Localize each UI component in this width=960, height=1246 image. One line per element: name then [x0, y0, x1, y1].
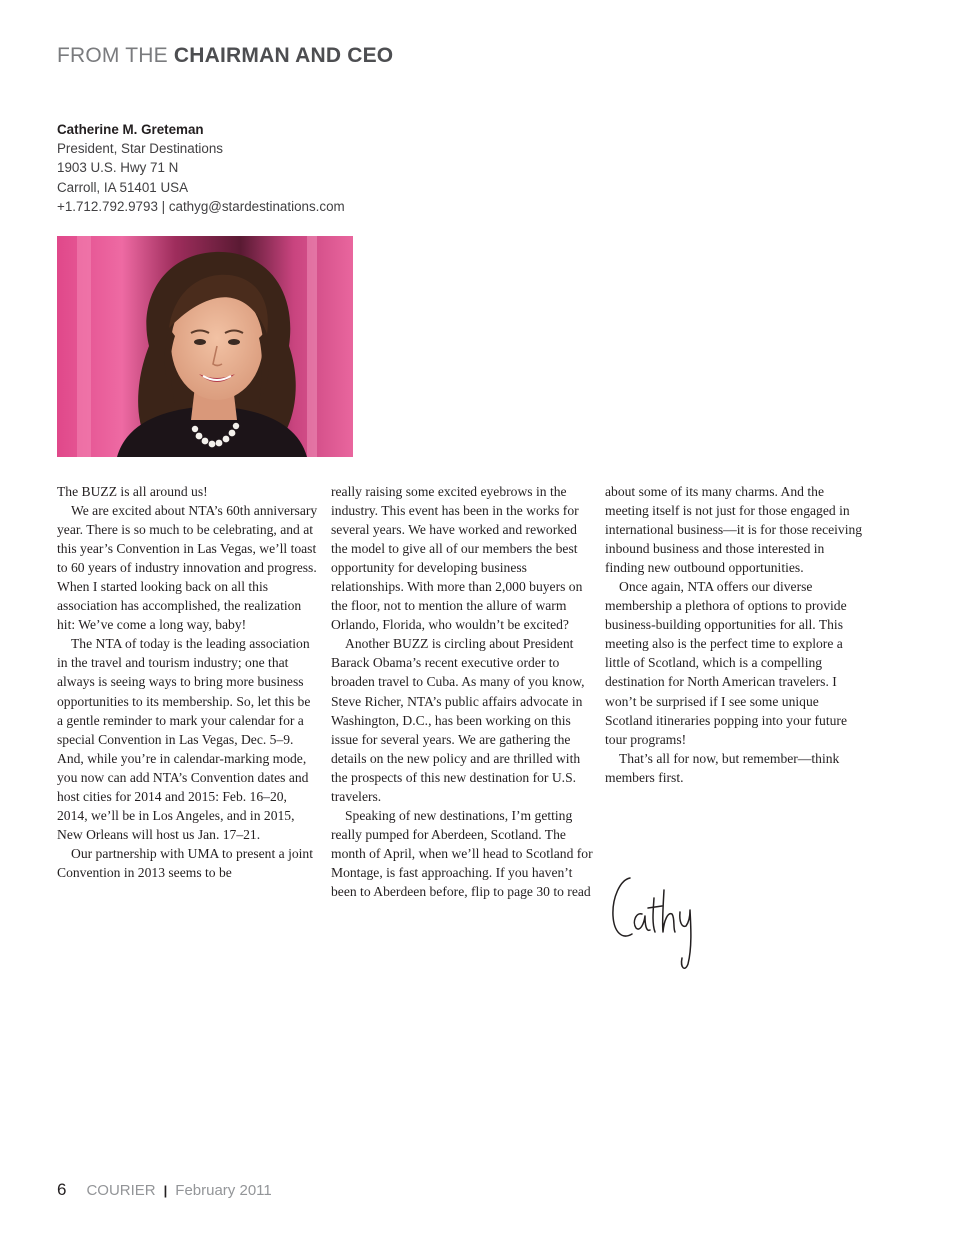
page-footer: [57, 1180, 272, 1200]
page-section-title: [57, 44, 393, 68]
signature-drawing: [608, 868, 708, 978]
article-column-3: [605, 482, 867, 787]
contact-address-line1: 1903 U.S. Hwy 71 N: [57, 160, 179, 176]
page-number: 6: [57, 1180, 67, 1199]
footer-separator: |: [163, 1183, 168, 1198]
contact-name: Catherine M. Greteman: [57, 122, 204, 137]
paragraph: Our partnership with UMA to present a joint Convention in 2013 seems to be: [57, 845, 314, 880]
contact-phone-email: +1.712.792.9793 | cathyg@stardestinations.com: [57, 198, 345, 214]
paragraph: That’s all for now, but remember—think members first.: [605, 750, 840, 785]
section-title-main: CHAIRMAN AND CEO: [173, 44, 394, 67]
paragraph: The BUZZ is all around us!: [57, 484, 208, 499]
issue-date: February 2011: [175, 1182, 272, 1199]
author-portrait-photo: [57, 236, 353, 457]
paragraph: Once again, NTA offers our diverse membership a plethora of options to provide business-building opportunities for all. This meeting also is the perfect time to explore a little of Scotland, which is a compelling destination for North American travelers. I won’t be surprised if I see some unique Scotland itineraries popping into your future tour programs!: [605, 579, 847, 747]
article-column-2: [331, 482, 593, 901]
paragraph: about some of its many charms. And the meeting itself is not just for those engaged in international business—it is for those receiving inbound business and those interested in finding new outbound opportunities.: [605, 484, 863, 576]
paragraph: The NTA of today is the leading association in the travel and tourism industry; one that always is seeing ways to bring more business opportunities to its membership. So, let this be a gentle reminder to mark your calendar for a special Convention in Las Vegas, Dec. 5–9. And, while you’re in calendar-marking mode, you now can add NTA’s Convention dates and host cities for 2014 and 2015: Feb. 16–20, 2014, we’ll be in Los Angeles, and in 2015, New Orleans will host us Jan. 17–21.: [57, 636, 311, 842]
article-column-1: [57, 482, 319, 882]
paragraph: really raising some excited eyebrows in the industry. This event has been in the works for several years. We have worked and reworked the model to give all of our members the best opportunity for developing business relationships. With more than 2,000 buyers on the floor, not to mention the allure of warm Orlando, Florida, who wouldn’t be excited?: [331, 484, 583, 633]
handwritten-signature: [608, 868, 708, 978]
contact-address-line2: Carroll, IA 51401 USA: [57, 179, 188, 195]
paragraph: We are excited about NTA’s 60th anniversary year. There is so much to be celebrating, and at this year’s Convention in Las Vegas, we’ll toast to 60 years of industry innovation and progress. When I started looking back on all this association has accomplished, the realization hit: We’ve come a long way, baby!: [57, 503, 318, 633]
paragraph: Another BUZZ is circling about President Barack Obama’s recent executive order to broaden travel to Cuba. As many of you know, Steve Richer, NTA’s public affairs advocate in Washington, D.C., has been working on this issue for several years. We are gathering the details on the new policy and are thrilled with the prospects of this new destination for U.S. travelers.: [331, 636, 585, 804]
paragraph: Speaking of new destinations, I’m getting really pumped for Aberdeen, Scotland. The month of April, when we’ll head to Scotland for Montage, is fast approaching. If you haven’t been to Aberdeen before, flip to page 30 to read: [331, 807, 593, 899]
contact-title: President, Star Destinations: [57, 141, 223, 157]
section-title-prefix: FROM THE: [57, 44, 174, 67]
portrait-illustration: [57, 236, 353, 457]
contact-block: [57, 120, 345, 216]
publication-name: COURIER: [86, 1182, 156, 1199]
